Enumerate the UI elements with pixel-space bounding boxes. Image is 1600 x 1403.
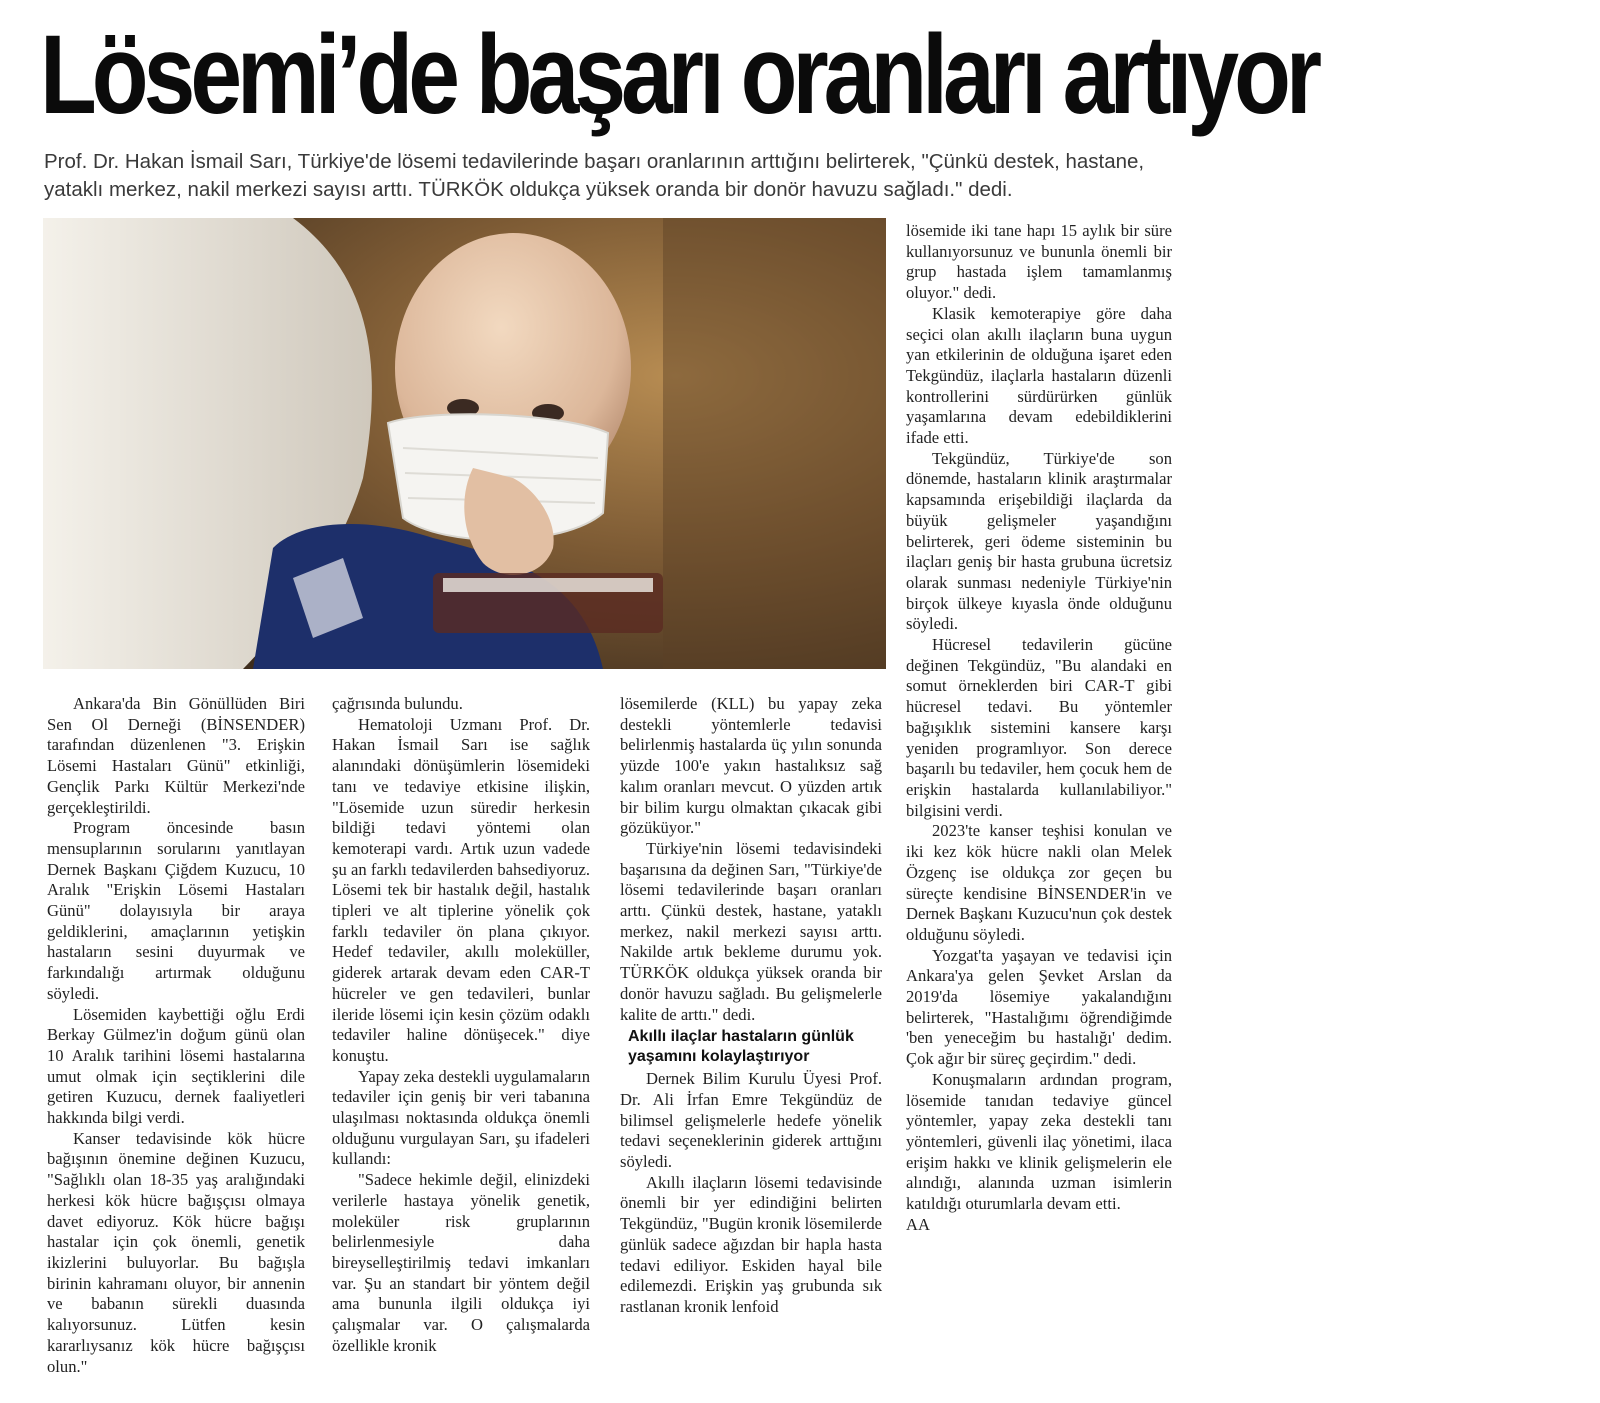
article-column-3 [620,694,882,1318]
article-column-2 [332,694,590,1357]
body-paragraph: "Sadece hekimle değil, elinizdeki verilerle hastaya yönelik genetik, moleküler risk gruplarının belirlenmesiyle daha bireyselleştirilmiş tedavi imkanları var. Şu an standart bir yöntem değil ama bununla ilgili oldukça iyi çalışmalar var. O çalışmalarda özellikle kronik [332,1170,590,1355]
article-column-1 [47,694,305,1377]
body-paragraph: Hematoloji Uzmanı Prof. Dr. Hakan İsmail Sarı ise sağlık alanındaki dönüşümlerin lösemideki tanı ve tedaviye etkisine ilişkin, "Lösemide uzun süredir herkesin bildiği tedavi yöntemi olan kemoterapi vardı. Artık uzun vadede şu an farklı tedavilerden bahsediyoruz. Lösemi tek bir hastalık değil, hastalık tipleri ve alt tiplerine yönelik çok farklı tedaviler ön plana çıkıyor. Hedef tedaviler, akıllı moleküller, giderek artarak devam eden CAR-T hücreler ve gen tedavileri, bunlar ileride lösemi için kesin çözüm odaklı tedaviler haline dönüşecek." diye konuştu. [332,714,590,1065]
body-paragraph: Kanser tedavisinde kök hücre bağışının önemine değinen Kuzucu, "Sağlıklı olan 18-35 yaş aralığındaki herkesi kök hücre bağışçısı olmaya davet ediyoruz. Kök hücre bağışı hastalar için çok önemli, genetik ikizlerini buluyorlar. Bu bağışla birinin kahramanı oluyor, bir annenin ve babanın sürekli duasında kalıyorsunuz. Lütfen kesin kararlıysanız kök hücre bağışçısı olun." [47,1128,305,1376]
body-paragraph: Yozgat'ta yaşayan ve tedavisi için Ankara'ya gelen Şevket Arslan da 2019'da lösemiye yakalandığını belirterek, "Hastalığımı öğrendiğimde 'ben yeneceğim bu hastalığı' dedim. Çok ağır bir süreç geçirdim." dedi. [906,945,1172,1069]
body-paragraph: Yapay zeka destekli uygulamaların tedaviler için geniş bir veri tabanına ulaşılması noktasında oldukça önemli olduğunu vurgulayan Sarı, şu ifadeleri kullandı: [332,1066,590,1169]
body-paragraph: Lösemiden kaybettiği oğlu Erdi Berkay Gülmez'in doğum günü olan 10 Aralık tarihini lösemi hastalarına umut olmak için seçtiklerini dile getiren Kuzucu, dernek faaliyetleri hakkında bilgi verdi. [47,1004,305,1128]
headline: Lösemi’de başarı oranları artıyor [40,12,1318,137]
body-paragraph-continued: lösemilerde (KLL) bu yapay zeka destekli yöntemlerle tedavisi belirlenmiş hastalarda üç yılın sonunda yüzde 100'e yakın hastalıksız sağ kalım oranları mevcut. O yüzden artık bir bilim kurgu olmaktan çıkacak gibi gözüküyor." [620,694,882,838]
body-paragraph: Akıllı ilaçların lösemi tedavisinde önemli bir yer edindiğini belirten Tekgündüz, "Bugün kronik lösemilerde günlük sadece ağızdan bir hapla hasta tedavi ediliyor. Eskiden hayal bile edilemezdi. Erişkin yaş grubunda sık rastlanan kronik lenfoid [620,1172,882,1316]
byline: AA [906,1214,930,1234]
subheading: Akıllı ilaçlar hastaların günlük yaşamını kolaylaştırıyor [628,1028,854,1066]
body-paragraph: 2023'te kanser teşhisi konulan ve iki kez kök hücre nakli olan Melek Özgenç ise oldukça zor geçen bu süreçte kendisine BİNSENDER'in ve Dernek Başkanı Kuzucu'nun çok destek olduğunu söyledi. [906,821,1172,944]
article-column-4 [906,221,1172,1235]
child-in-mask-illustration [43,218,886,669]
body-paragraph: Türkiye'nin lösemi tedavisindeki başarısına da değinen Sarı, "Türkiye'de lösemi tedavilerinde başarı oranları arttı. Çünkü destek, hastane, yataklı merkez, nakil merkezi sayısı arttı. Nakilde artık bekleme durumu yok. TÜRKÖK oldukça yüksek oranda bir donör havuzu sağladı. Bu gelişmelerle kalite de arttı." dedi. [620,838,882,1024]
body-paragraph: Program öncesinde basın mensuplarının sorularını yanıtlayan Dernek Başkanı Çiğdem Kuzucu, 10 Aralık "Erişkin Lösemi Hastaları Günü" dolayısıyla bir araya geldiklerini, amaçlarının yetişkin hastaların sesini duyurmak ve farkındalığı artırmak olduğunu söyledi. [47,818,305,1003]
body-paragraph: Tekgündüz, Türkiye'de son dönemde, hastaların klinik araştırmalar kapsamında erişebildiği ilaçlarda da büyük gelişmeler yaşandığını belirterek, geri ödeme sisteminin bu ilaçları geniş bir hasta grubuna ücretsiz olarak sunması nedeniyle Türkiye'nin birçok ülkeye kıyasla önde olduğunu söyledi. [906,448,1172,634]
standfirst: Prof. Dr. Hakan İsmail Sarı, Türkiye'de lösemi tedavilerinde başarı oranlarının arttığını belirterek, "Çünkü destek, hastane, yataklı merkez, nakil merkezi sayısı arttı. TÜRKÖK oldukça yüksek oranda bir donör havuzu sağladı." dedi. [44,150,1145,201]
article-photo [43,218,886,669]
body-paragraph: Klasik kemoterapiye göre daha seçici olan akıllı ilaçların buna uygun yan etkilerinin de olduğuna işaret eden Tekgündüz, ilaçlarla hastaların düzenli kontrollerini sürdürürken günlük yaşamlarına devam edebildiklerini ifade etti. [906,303,1172,448]
body-paragraph: Hücresel tedavilerin gücüne değinen Tekgündüz, "Bu alandaki en somut örneklerden biri CAR-T gibi hücresel tedavi. Bu yöntemler bağışıklık sistemini kansere karşı yeniden programlıyor. Son derece başarılı bu tedaviler, hem çocuk hem de erişkin hastalarda kullanılabiliyor." bilgisini verdi. [906,635,1172,820]
body-paragraph: Ankara'da Bin Gönüllüden Biri Sen Ol Derneği (BİNSENDER) tarafından düzenlenen "3. Erişkin Lösemi Hastaları Günü" etkinliği, Gençlik Parkı Kültür Merkezi'nde gerçekleştirildi. [47,694,305,817]
body-paragraph-continued: lösemide iki tane hapı 15 aylık bir süre kullanıyorsunuz ve bununla önemli bir grup hastada işlem tamamlanmış oluyor." dedi. [906,221,1172,303]
body-paragraph: Konuşmaların ardından program, lösemide tanıdan tedaviye güncel yöntemler, yapay zeka destekli tanı yöntemleri, güvenli ilaç yönetimi, ilaca erişim hakkı ve klinik gelişmelerin ele alındığı, alanında uzman isimlerin katıldığı oturumlarla devam etti. [906,1069,1172,1214]
body-paragraph-continued: çağrısında bulundu. [332,694,463,713]
body-paragraph: Dernek Bilim Kurulu Üyesi Prof. Dr. Ali İrfan Emre Tekgündüz de bilimsel gelişmelerle hedefe yönelik tedavi seçeneklerinin giderek arttığını söyledi. [620,1069,882,1172]
